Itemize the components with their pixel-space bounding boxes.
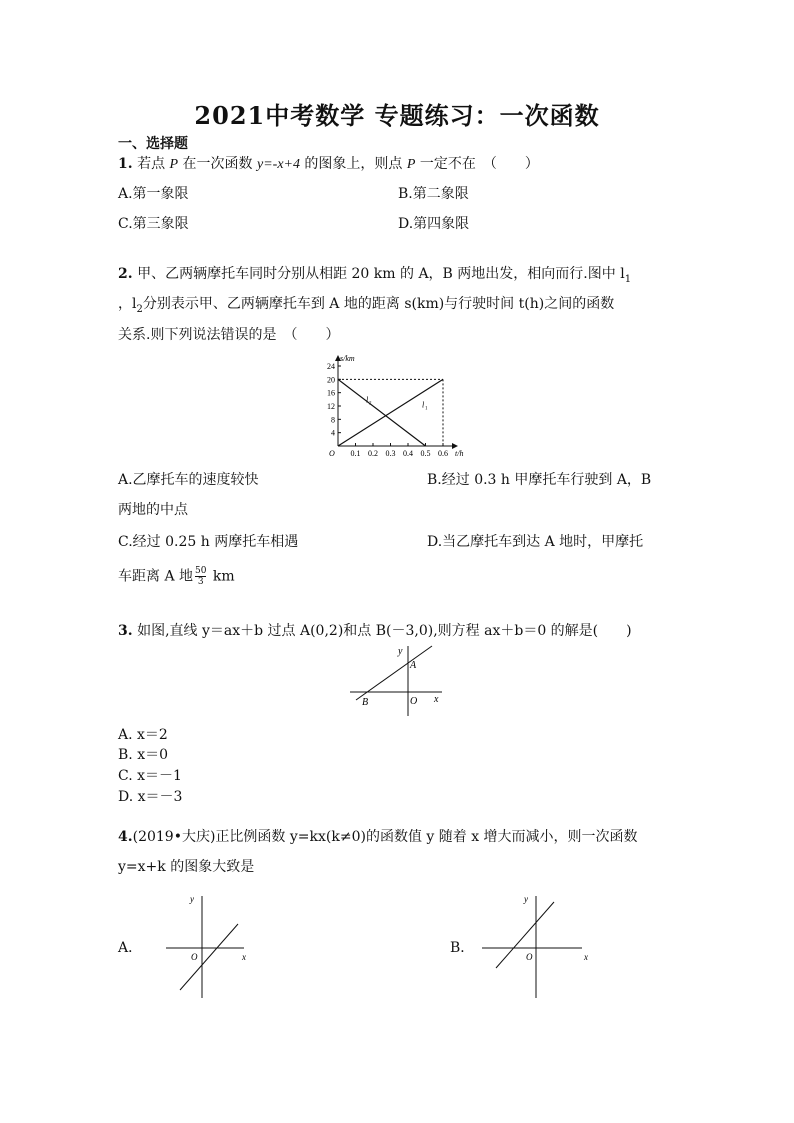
- q2-y-tick-label: 16: [327, 388, 335, 398]
- q4a-y-label: y: [190, 894, 194, 904]
- q2-fraction: [195, 566, 206, 587]
- q2-line-3: 关系.则下列说法错误的是 （ ）: [118, 327, 340, 343]
- q2-x-tick-label: 0.1: [350, 449, 361, 458]
- q4-line-1: [118, 827, 638, 847]
- q2-y-tick-label: 8: [331, 415, 335, 425]
- q2-option-d-unit: km: [208, 568, 235, 585]
- q3-option-d[interactable]: D. x＝－3: [118, 789, 183, 805]
- q2-l2-sub: 2: [369, 401, 372, 407]
- q3-option-c[interactable]: C. x＝－1: [118, 768, 182, 784]
- q1-text-b: 在一次函数: [178, 156, 257, 172]
- q1-point-p-2: P: [406, 157, 416, 172]
- q4-number: 4.: [118, 829, 133, 845]
- q2-line-2: [118, 294, 614, 320]
- section-heading: 一、选择题: [118, 136, 188, 152]
- q3-stem-text: 如图,直线 y＝ax＋b 过点 A(0,2)和点 B(－3,0),则方程 ax＋b＝0 的解是( ): [132, 623, 632, 639]
- q1-stem: [118, 154, 539, 175]
- q4-line-1-text: (2019•大庆)正比例函数 y=kx(k≠0)的函数值 y 随着 x 增大而减小，则一次函数: [132, 829, 638, 845]
- q1-option-a[interactable]: A.第一象限: [118, 186, 189, 202]
- q2-series-l2: [338, 379, 426, 446]
- q3-option-b[interactable]: B. x＝0: [118, 747, 168, 763]
- q2-x-tick-label: 0.6: [438, 449, 448, 458]
- q4-line-2: y=x+k 的图象大致是: [118, 859, 255, 875]
- q1-text-d: 一定不在 （ ）: [415, 156, 539, 172]
- q2-y-tick-label: 12: [327, 402, 335, 411]
- q2-l1-sub: 1: [425, 406, 428, 412]
- q1-function: y=-x+4: [257, 157, 300, 172]
- q2-l2-label: l: [366, 395, 369, 405]
- q4-graph-b: [478, 890, 598, 1002]
- q1-text-a: 若点: [132, 156, 170, 172]
- q4a-line: [180, 924, 238, 990]
- q2-fraction-numerator: 50: [195, 566, 207, 576]
- q1-number: 1.: [118, 156, 133, 172]
- q2-line-1: [118, 264, 631, 290]
- q1-point-p: P: [169, 157, 179, 172]
- q2-series-l1: [338, 379, 443, 446]
- q1-option-d[interactable]: D.第四象限: [398, 216, 470, 232]
- q2-chart: [320, 352, 470, 464]
- q2-option-b-line-1[interactable]: B.经过 0.3 h 甲摩托车行驶到 A，B: [427, 472, 652, 488]
- q1-text-c: 的图象上，则点: [299, 156, 407, 172]
- q4a-origin: O: [191, 952, 198, 962]
- q2-fraction-denominator: 3: [197, 577, 204, 587]
- q2-x-axis-label: t/h: [455, 449, 464, 458]
- q2-option-c[interactable]: C.经过 0.25 h 两摩托车相遇: [118, 534, 299, 550]
- q2-y-tick-label: 4: [331, 428, 335, 438]
- q2-option-a[interactable]: A.乙摩托车的速度较快: [118, 472, 259, 488]
- q3-stem: [118, 621, 632, 641]
- q2-origin: O: [329, 449, 335, 458]
- q3-y-label: y: [398, 646, 403, 657]
- q3-point-b: B: [362, 697, 369, 708]
- q2-l1-label: l: [422, 400, 425, 410]
- q4a-x-label: x: [242, 952, 246, 962]
- q3-origin: O: [410, 696, 418, 707]
- q4-option-b[interactable]: B．: [450, 940, 475, 956]
- q3-number: 3.: [118, 623, 133, 639]
- q4b-y-label: y: [524, 894, 528, 904]
- q3-point-a: A: [410, 660, 417, 671]
- q2-option-b-line-2: 两地的中点: [118, 502, 188, 518]
- q4-option-a[interactable]: A．: [118, 940, 143, 956]
- q2-option-d-text: 车距离 A 地: [118, 568, 194, 585]
- q1-option-c[interactable]: C.第三象限: [118, 216, 189, 232]
- q1-option-b[interactable]: B.第二象限: [398, 186, 469, 202]
- q2-y-tick-label: 20: [327, 375, 335, 385]
- q2-line-2-a: ，l: [118, 296, 137, 312]
- q4b-line: [496, 902, 554, 968]
- q2-line-1-text: 甲、乙两辆摩托车同时分别从相距 20 km 的 A，B 两地出发，相向而行.图中 l: [132, 266, 625, 282]
- q2-y-axis-label: s/km: [340, 354, 355, 363]
- q2-x-tick-label: 0.3: [385, 449, 396, 458]
- q3-option-a[interactable]: A. x＝2: [118, 727, 168, 743]
- q2-x-tick-label: 0.2: [368, 449, 378, 458]
- q2-l2-sub: 2: [136, 303, 143, 315]
- q2-x-tick-label: 0.5: [420, 449, 431, 458]
- q2-l1-sub: 1: [624, 273, 632, 285]
- q2-y-tick-label: 24: [327, 362, 335, 371]
- q4-graph-a: [160, 890, 260, 1002]
- q2-line-2-b: 分别表示甲、乙两辆摩托车到 A 地的距离 s(km)与行驶时间 t(h)之间的函数: [142, 296, 615, 312]
- q2-option-d-line-2: [118, 566, 235, 587]
- q3-x-label: x: [434, 694, 439, 705]
- q4b-x-label: x: [584, 952, 588, 962]
- q3-graph: [348, 644, 448, 718]
- q2-number: 2.: [118, 266, 133, 282]
- q2-x-tick-label: 0.4: [403, 449, 413, 458]
- q4b-origin: O: [526, 952, 533, 962]
- page-title: 2021中考数学 专题练习：一次函数: [194, 101, 600, 130]
- q2-option-d-line-1[interactable]: D.当乙摩托车到达 A 地时，甲摩托: [427, 534, 644, 550]
